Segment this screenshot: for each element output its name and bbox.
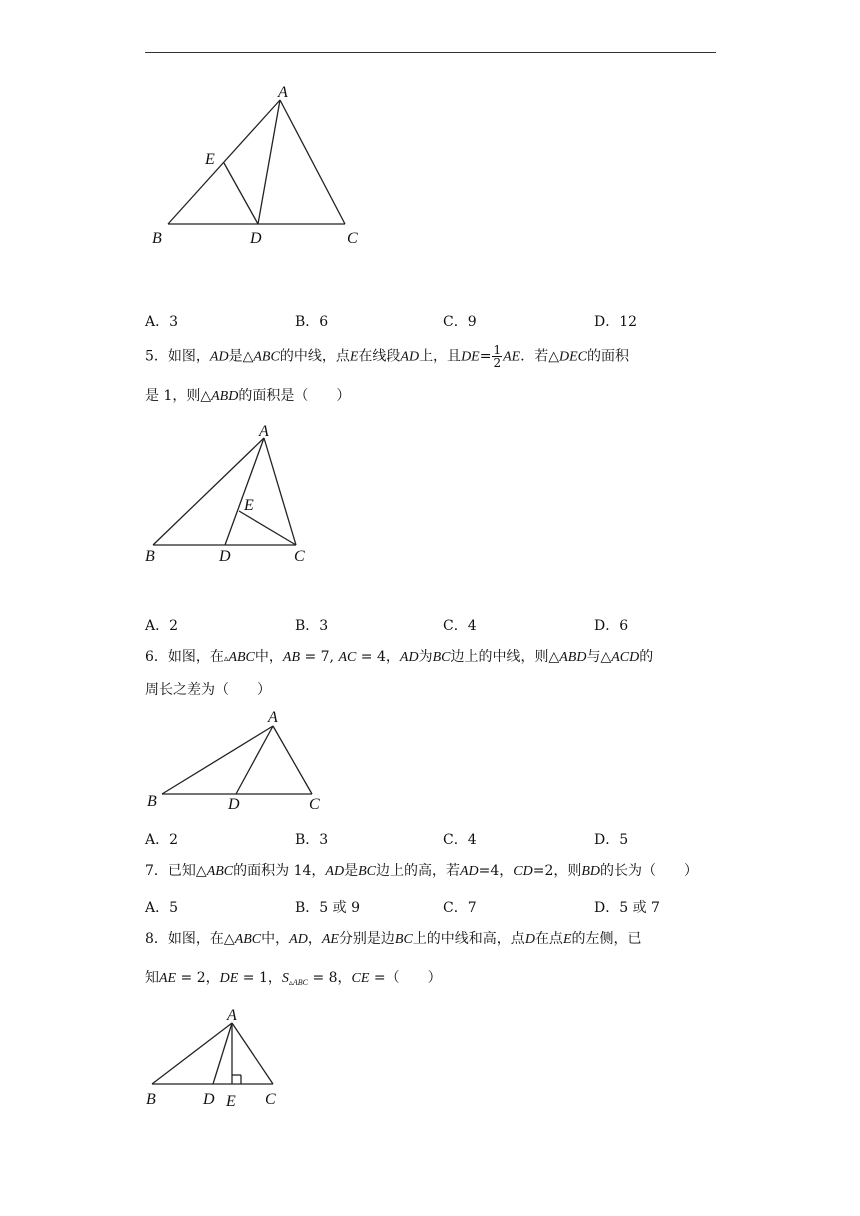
label-c: C <box>294 548 305 565</box>
label-a: A <box>259 423 269 440</box>
option-c[interactable]: C．4 <box>443 618 477 634</box>
label-a: A <box>268 709 278 726</box>
figure-q6-triangle <box>140 705 340 815</box>
option-b[interactable]: B．5 或 9 <box>295 900 361 916</box>
label-b: B <box>147 793 157 810</box>
option-b[interactable]: B．3 <box>295 832 329 848</box>
option-a[interactable]: A．5 <box>145 900 179 916</box>
label-c: C <box>347 230 358 247</box>
option-d[interactable]: D．5 或 7 <box>594 900 660 916</box>
option-c[interactable]: C．4 <box>443 832 477 848</box>
option-b[interactable]: B．3 <box>295 618 329 634</box>
option-c[interactable]: C．7 <box>443 900 477 916</box>
label-d: D <box>250 230 262 247</box>
label-b: B <box>146 1091 156 1108</box>
label-a: A <box>278 84 288 101</box>
q6-stem-line1: 6．如图，在▵ABC中，AB = 7, AC = 4，AD为BC边上的中线，则△ABD与△ACD的 <box>145 649 654 665</box>
label-b: B <box>152 230 162 247</box>
option-d[interactable]: D．5 <box>594 832 629 848</box>
label-d: D <box>219 548 231 565</box>
option-a[interactable]: A．2 <box>145 618 179 634</box>
q7-stem: 7．已知△ABC的面积为 14，AD是BC边上的高，若AD=4，CD=2，则BD的长为（ ） <box>145 863 699 879</box>
option-b[interactable]: B．6 <box>295 314 329 330</box>
option-d[interactable]: D．6 <box>594 618 629 634</box>
fraction-one-half: $\frac{1}{2}$ <box>493 343 502 370</box>
figure-q4-triangle <box>140 80 380 250</box>
label-d: D <box>203 1091 215 1108</box>
q5-stem-line2: 是 1，则△ABD的面积是（ ） <box>145 388 351 404</box>
figure-q8-triangle <box>140 1000 300 1115</box>
label-e: E <box>226 1093 236 1110</box>
option-a[interactable]: A．3 <box>145 314 179 330</box>
q8-stem-line2: 知AE = 2，DE = 1，$S_{▵ABC} = 8$，CE =（ ） <box>145 970 442 987</box>
q8-stem-line1: 8．如图，在△ABC中，AD，AE分别是边BC上的中线和高，点D在点E的左侧，已 <box>145 931 642 947</box>
label-e: E <box>205 151 215 168</box>
q5-stem-line1: 5．如图，AD是△ABC的中线，点E在线段AD上，且DE= $\frac{1}{2}$ AE．若△DEC的面积 <box>145 343 629 370</box>
label-e: E <box>244 497 254 514</box>
label-a: A <box>227 1007 237 1024</box>
header-rule <box>145 52 716 53</box>
q6-stem-line2: 周长之差为（ ） <box>145 682 271 698</box>
label-d: D <box>228 796 240 813</box>
label-c: C <box>309 796 320 813</box>
option-a[interactable]: A．2 <box>145 832 179 848</box>
option-c[interactable]: C．9 <box>443 314 477 330</box>
figure-q5-triangle <box>140 420 340 570</box>
label-c: C <box>265 1091 276 1108</box>
label-b: B <box>145 548 155 565</box>
option-d[interactable]: D．12 <box>594 314 638 330</box>
